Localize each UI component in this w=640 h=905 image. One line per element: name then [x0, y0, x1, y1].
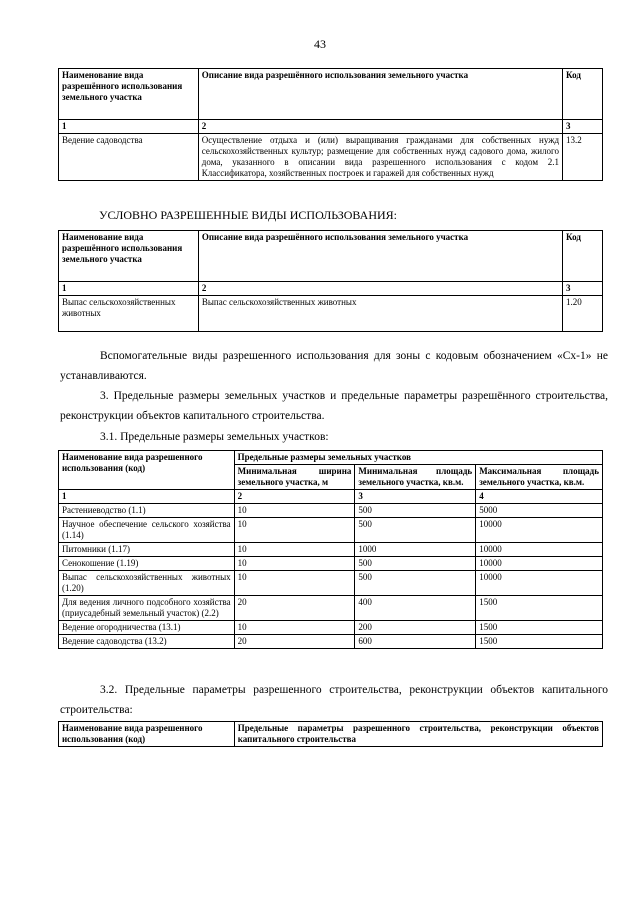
row-name: Сенокошение (1.19) [59, 557, 235, 571]
row-min-area: 400 [355, 596, 476, 621]
row-max-area: 5000 [476, 504, 603, 518]
paragraph-text: Вспомогательные виды разрешенного использования для зоны с кодовым обозначением «Сх-1» не устанавливаются. [60, 350, 608, 382]
row-min-area: 500 [355, 504, 476, 518]
column-number: 4 [476, 490, 603, 504]
table-header: Наименование вида разрешённого использования земельного участка [59, 69, 199, 120]
row-width: 10 [234, 518, 355, 543]
table-row [59, 596, 603, 621]
row-name: Для ведения личного подсобного хозяйства (приусадебный земельный участок) (2.2) [59, 596, 235, 621]
table-conditional-uses [58, 230, 603, 332]
column-number: 1 [59, 282, 199, 296]
row-max-area: 10000 [476, 571, 603, 596]
paragraph-3-2 [60, 680, 608, 720]
row-min-area: 600 [355, 635, 476, 649]
paragraph-text: 3. Предельные размеры земельных участков и предельные параметры разрешённого строительства, реконструкции объектов капитального строительства. [60, 390, 608, 422]
row-width: 20 [234, 596, 355, 621]
section-heading-conditional: УСЛОВНО РАЗРЕШЕННЫЕ ВИДЫ ИСПОЛЬЗОВАНИЯ: [99, 208, 397, 222]
row-name: Ведение садоводства (13.2) [59, 635, 235, 649]
row-width: 10 [234, 621, 355, 635]
table-construction-params [58, 721, 603, 747]
table-header-group: Предельные размеры земельных участков [234, 451, 602, 465]
use-code: 1.20 [563, 296, 603, 332]
use-name: Выпас сельскохозяйственных животных [59, 296, 199, 332]
row-name: Выпас сельскохозяйственных животных (1.20) [59, 571, 235, 596]
row-width: 10 [234, 571, 355, 596]
row-width: 10 [234, 543, 355, 557]
row-width: 10 [234, 504, 355, 518]
table-header: Код [563, 69, 603, 120]
row-max-area: 10000 [476, 543, 603, 557]
table-header: Наименование вида разрешённого использования земельного участка [59, 231, 199, 282]
row-min-area: 500 [355, 557, 476, 571]
row-width: 20 [234, 635, 355, 649]
use-description: Осуществление отдыха и (или) выращивания гражданами для собственных нужд сельскохозяйственных культур; размещение для собственных нужд садового дома, жилого дома, указанного в описании вида разрешенного использования с кодом 2.1 Классификатора, хозяйственных построек и гаражей для собственных нужд [198, 134, 562, 181]
table-header: Предельные параметры разрешенного строительства, реконструкции объектов капитального строительства [234, 722, 602, 747]
column-number: 2 [198, 282, 562, 296]
table-row [59, 518, 603, 543]
row-name: Научное обеспечение сельского хозяйства (1.14) [59, 518, 235, 543]
table-subheader: Минимальная ширина земельного участка, м [234, 465, 355, 490]
table-header: Наименование вида разрешенного использования (код) [59, 722, 235, 747]
column-number: 2 [198, 120, 562, 134]
column-number: 3 [355, 490, 476, 504]
row-name: Растениеводство (1.1) [59, 504, 235, 518]
row-min-area: 500 [355, 571, 476, 596]
table-subheader: Максимальная площадь земельного участка, кв.м. [476, 465, 603, 490]
column-number: 1 [59, 120, 199, 134]
column-number: 3 [563, 282, 603, 296]
paragraph-auxiliary [60, 346, 608, 386]
table-subheader: Минимальная площадь земельного участка, кв.м. [355, 465, 476, 490]
table-row [59, 543, 603, 557]
row-min-area: 200 [355, 621, 476, 635]
paragraph-text: 3.2. Предельные параметры разрешенного строительства, реконструкции объектов капитального строительства: [60, 684, 608, 716]
row-min-area: 1000 [355, 543, 476, 557]
use-description: Выпас сельскохозяйственных животных [198, 296, 562, 332]
row-max-area: 1500 [476, 621, 603, 635]
row-max-area: 10000 [476, 557, 603, 571]
row-name: Питомники (1.17) [59, 543, 235, 557]
table-row [59, 635, 603, 649]
table-header: Описание вида разрешённого использования земельного участка [198, 231, 562, 282]
column-number: 2 [234, 490, 355, 504]
column-number: 1 [59, 490, 235, 504]
use-name: Ведение садоводства [59, 134, 199, 181]
row-max-area: 1500 [476, 635, 603, 649]
table-row [59, 571, 603, 596]
paragraph-3 [60, 386, 608, 426]
table-row [59, 504, 603, 518]
row-max-area: 10000 [476, 518, 603, 543]
table-row [59, 621, 603, 635]
table-permitted-uses [58, 68, 603, 181]
page-number: 43 [314, 37, 326, 51]
row-width: 10 [234, 557, 355, 571]
use-code: 13.2 [563, 134, 603, 181]
paragraph-text: 3.1. Предельные размеры земельных участков: [100, 431, 329, 443]
row-max-area: 1500 [476, 596, 603, 621]
table-header: Наименование вида разрешенного использования (код) [59, 451, 235, 490]
table-header: Код [563, 231, 603, 282]
column-number: 3 [563, 120, 603, 134]
paragraph-3-1 [60, 427, 608, 447]
table-header: Описание вида разрешённого использования земельного участка [198, 69, 562, 120]
table-plot-sizes [58, 450, 603, 649]
row-name: Ведение огородничества (13.1) [59, 621, 235, 635]
row-min-area: 500 [355, 518, 476, 543]
table-row [59, 557, 603, 571]
